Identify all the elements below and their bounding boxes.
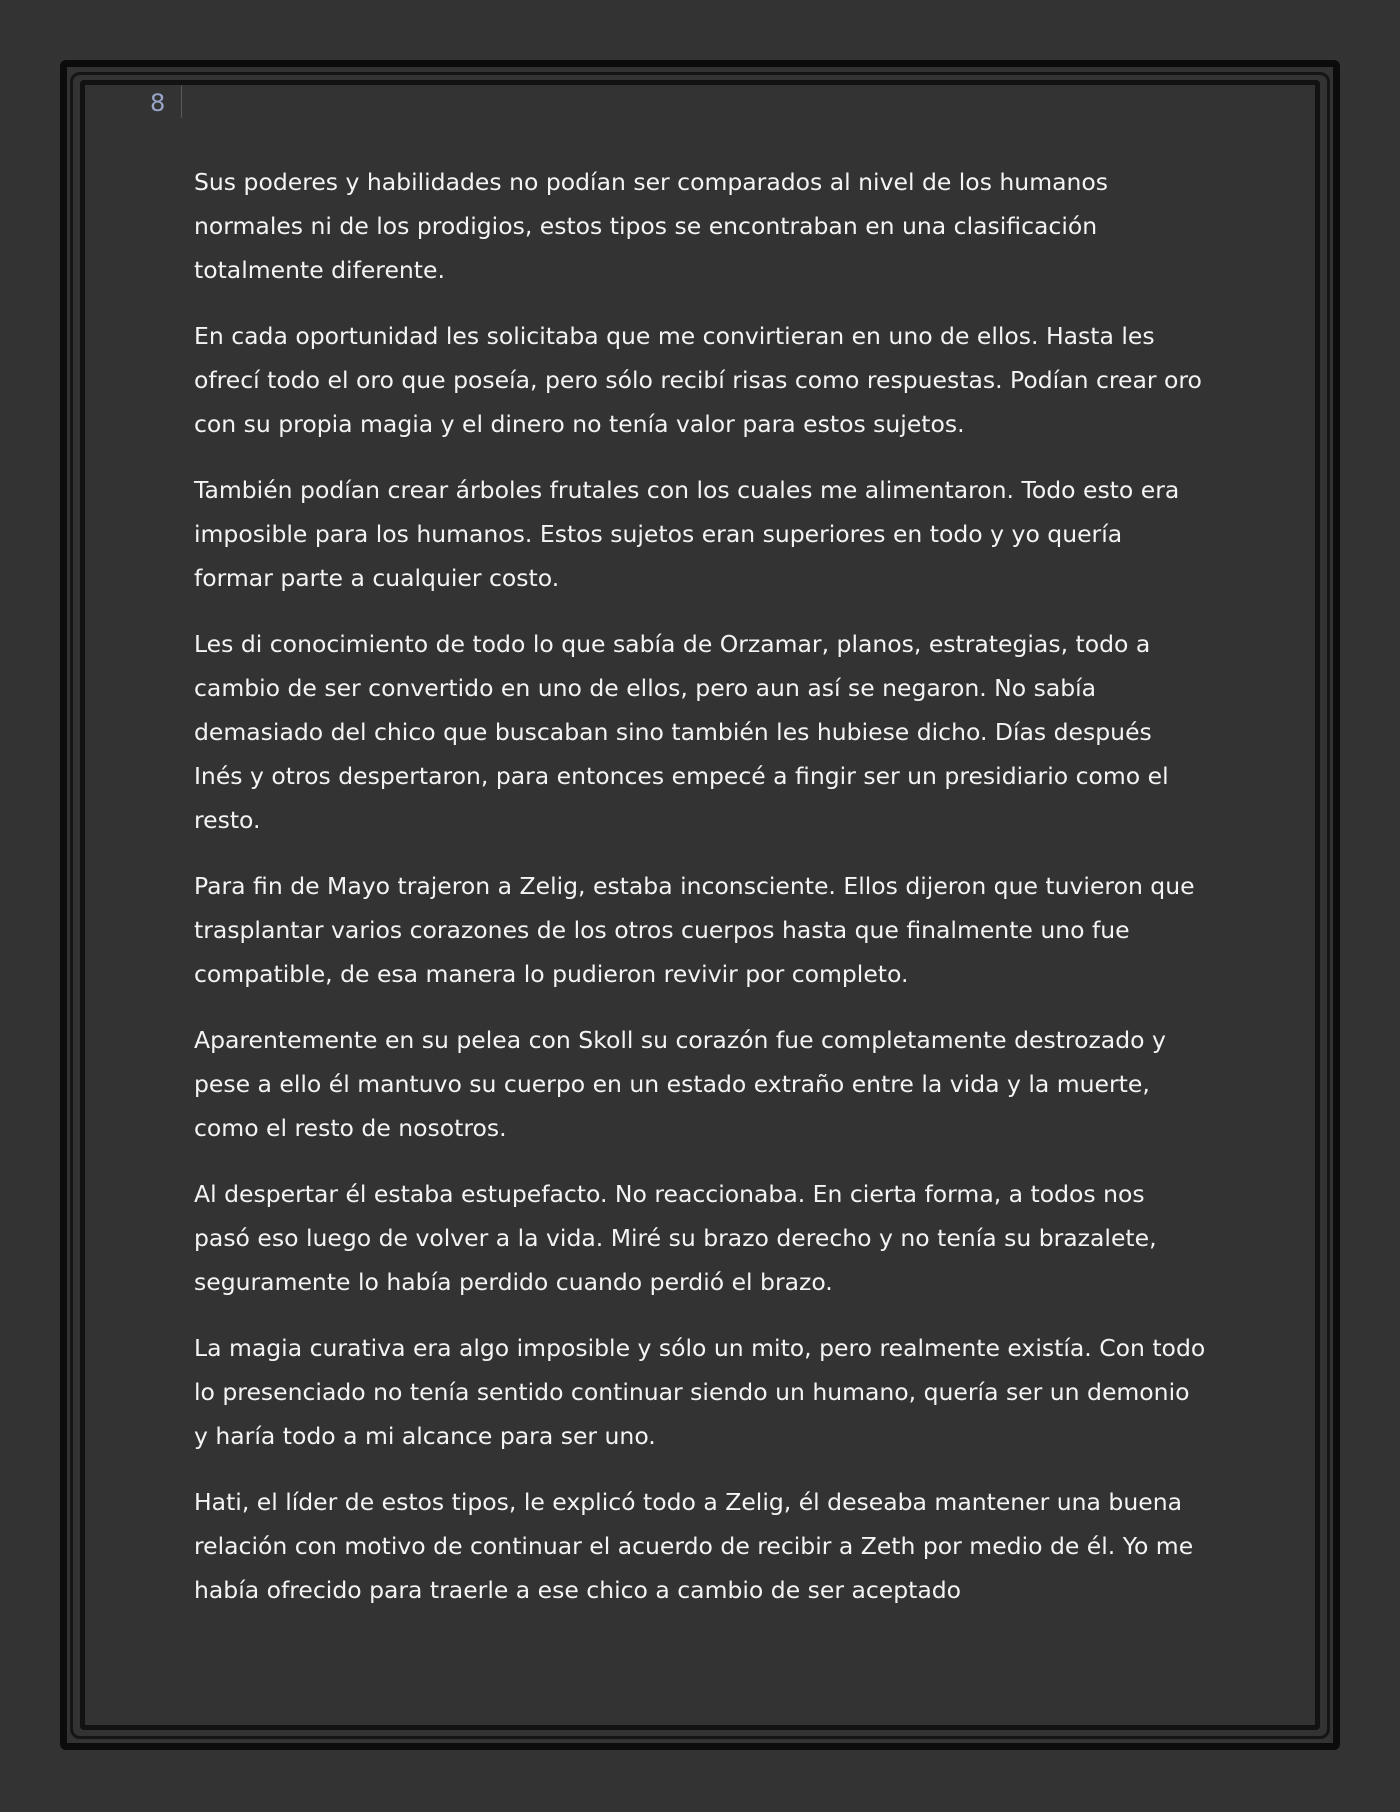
paragraph: También podían crear árboles frutales con los cuales me alimentaron. Todo esto era imposible para los humanos. Estos sujetos eran superiores en todo y yo quería formar parte a cualquier costo. [194, 476, 1180, 592]
paragraph: La magia curativa era algo imposible y sólo un mito, pero realmente existía. Con todo lo presenciado no tenía sentido continuar siendo un humano, quería ser un demonio y haría todo a mi alcance para ser uno. [194, 1334, 1206, 1450]
paragraph: Hati, el líder de estos tipos, le explicó todo a Zelig, él deseaba mantener una buena relación con motivo de continuar el acuerdo de recibir a Zeth por medio de él. Yo me había ofrecido para traerle a ese chico a cambio de ser aceptado [194, 1488, 1194, 1604]
paragraph: Al despertar él estaba estupefacto. No reaccionaba. En cierta forma, a todos nos pasó eso luego de volver a la vida. Miré su brazo derecho y no tenía su brazalete, seguramente lo había perdido cuando perdió el brazo. [194, 1180, 1157, 1296]
page-number: 8 [150, 89, 166, 117]
paragraph: Les di conocimiento de todo lo que sabía de Orzamar, planos, estrategias, todo a cambio de ser convertido en uno de ellos, pero aun así se negaron. No sabía demasiado del chico que buscaban sino también les hubiese dicho. Días después Inés y otros despertaron, para entonces empecé a fingir ser un presidiario como el resto. [194, 630, 1169, 834]
page-body-text [194, 160, 1206, 1634]
paragraph: Para fin de Mayo trajeron a Zelig, estaba inconsciente. Ellos dijeron que tuvieron que trasplantar varios corazones de los otros cuerpos hasta que finalmente uno fue compatible, de esa manera lo pudieron revivir por completo. [194, 872, 1195, 988]
paragraph: Sus poderes y habilidades no podían ser comparados al nivel de los humanos normales ni de los prodigios, estos tipos se encontraban en una clasificación totalmente diferente. [194, 168, 1108, 284]
paragraph: En cada oportunidad les solicitaba que me convirtieran en uno de ellos. Hasta les ofrecí todo el oro que poseía, pero sólo recibí risas como respuestas. Podían crear oro con su propia magia y el dinero no tenía valor para estos sujetos. [194, 322, 1202, 438]
page-number-divider [181, 86, 182, 118]
paragraph: Aparentemente en su pelea con Skoll su corazón fue completamente destrozado y pese a ello él mantuvo su cuerpo en un estado extraño entre la vida y la muerte, como el resto de nosotros. [194, 1026, 1166, 1142]
